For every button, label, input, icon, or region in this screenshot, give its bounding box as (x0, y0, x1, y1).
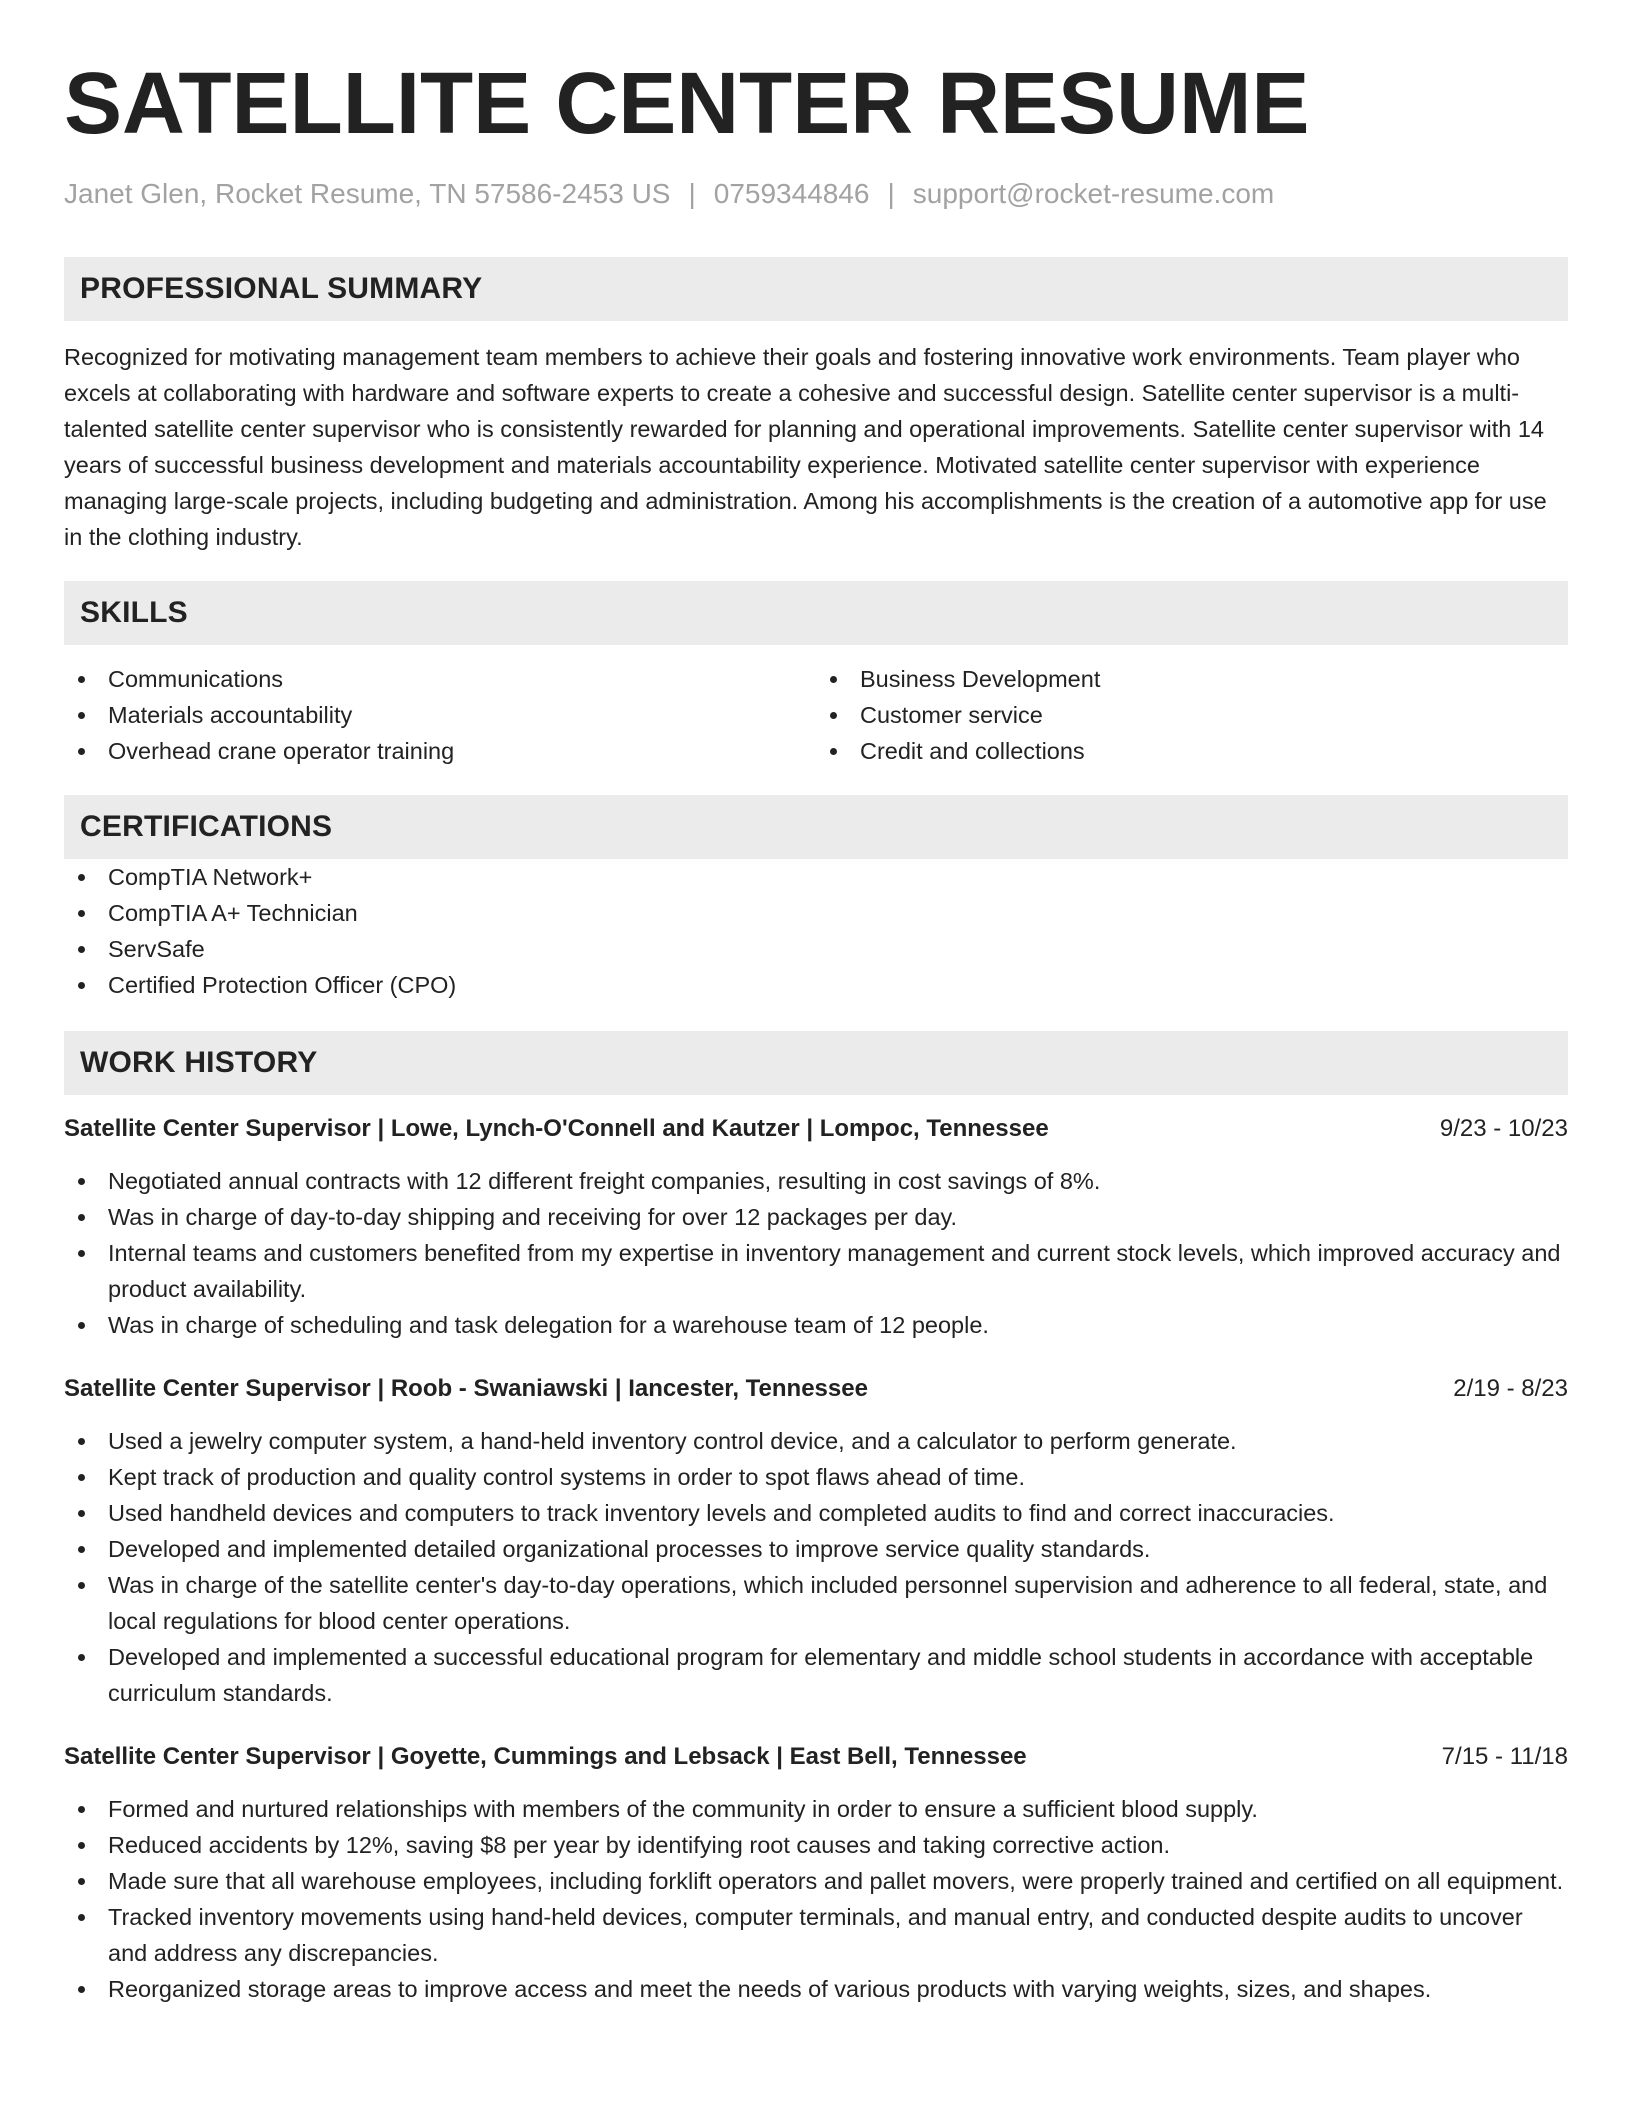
skill-item: Customer service (816, 697, 1568, 733)
skill-item: Materials accountability (64, 697, 816, 733)
job-header (64, 1371, 1568, 1407)
job-bullet: Used handheld devices and computers to track inventory levels and completed audits to find and correct inaccuracies. (64, 1495, 1568, 1531)
skill-item: Business Development (816, 661, 1568, 697)
summary-text: Recognized for motivating management team members to achieve their goals and fostering innovative work environments. Team player who excels at collaborating with hardware and software experts to create a cohesive and successful design. Satellite center supervisor is a multi-talented satellite center supervisor who is consistently rewarded for planning and operational improvements. Satellite center supervisor with 14 years of successful business development and materials accountability experience. Motivated satellite center supervisor with experience managing large-scale projects, including budgeting and administration. Among his accomplishments is the creation of a automotive app for use in the clothing industry. (64, 344, 1547, 550)
job-bullet: Formed and nurtured relationships with members of the community in order to ensure a sufficient blood supply. (64, 1791, 1568, 1827)
job-dates: 9/23 - 10/23 (1439, 1115, 1568, 1142)
skills-list-left (64, 661, 816, 769)
contact-separator: | (887, 178, 895, 209)
skill-item: Credit and collections (816, 733, 1568, 769)
job-bullet: Internal teams and customers benefited from my expertise in inventory management and current stock levels, which improved accuracy and product availability. (64, 1235, 1568, 1307)
job-bullet: Was in charge of the satellite center's day-to-day operations, which included personnel supervision and adherence to all federal, state, and local regulations for blood center operations. (64, 1567, 1568, 1639)
skills-grid (64, 661, 1568, 769)
certification-item: CompTIA A+ Technician (64, 895, 1568, 931)
certification-item: Certified Protection Officer (CPO) (64, 967, 1568, 1003)
skill-item: Overhead crane operator training (64, 733, 816, 769)
certification-item: CompTIA Network+ (64, 859, 1568, 895)
job-entry (64, 1371, 1568, 1711)
job-bullet: Kept track of production and quality control systems in order to spot flaws ahead of time. (64, 1459, 1568, 1495)
job-bullet: Reorganized storage areas to improve access and meet the needs of various products with varying weights, sizes, and shapes. (64, 1971, 1568, 2007)
job-entry (64, 1111, 1568, 1343)
job-header (64, 1111, 1568, 1147)
job-bullet: Tracked inventory movements using hand-held devices, computer terminals, and manual entry, and conducted despite audits to uncover and address any discrepancies. (64, 1899, 1568, 1971)
contact-email[interactable]: support@rocket-resume.com (912, 178, 1275, 209)
contact-address: Janet Glen, Rocket Resume, TN 57586-2453 US (64, 178, 671, 209)
job-title: Satellite Center Supervisor | Goyette, Cummings and Lebsack | East Bell, Tennessee (64, 1743, 1027, 1770)
job-bullet: Was in charge of scheduling and task delegation for a warehouse team of 12 people. (64, 1307, 1568, 1343)
job-dates: 2/19 - 8/23 (1453, 1375, 1568, 1402)
job-bullet: Developed and implemented a successful educational program for elementary and middle school students in accordance with acceptable curriculum standards. (64, 1639, 1568, 1711)
job-entry (64, 1739, 1568, 2007)
job-dates: 7/15 - 11/18 (1441, 1743, 1568, 1770)
resume-title: SATELLITE CENTER RESUME (64, 55, 1310, 152)
contact-phone: 0759344846 (713, 178, 870, 209)
certification-item: ServSafe (64, 931, 1568, 967)
job-bullet: Developed and implemented detailed organizational processes to improve service quality standards. (64, 1531, 1568, 1567)
contact-separator: | (688, 178, 696, 209)
job-bullet: Made sure that all warehouse employees, including forklift operators and pallet movers, were properly trained and certified on all equipment. (64, 1863, 1568, 1899)
contact-line (64, 176, 1568, 212)
job-bullet: Negotiated annual contracts with 12 different freight companies, resulting in cost savings of 8%. (64, 1163, 1568, 1199)
certifications-list (64, 859, 1568, 1003)
skills-column-left (64, 661, 816, 769)
job-title: Satellite Center Supervisor | Lowe, Lynch-O'Connell and Kautzer | Lompoc, Tennessee (64, 1115, 1049, 1142)
job-title: Satellite Center Supervisor | Roob - Swaniawski | Iancester, Tennessee (64, 1375, 868, 1402)
section-heading-skills: SKILLS (64, 581, 1568, 645)
job-header (64, 1739, 1568, 1775)
job-bullet: Was in charge of day-to-day shipping and receiving for over 12 packages per day. (64, 1199, 1568, 1235)
skill-item: Communications (64, 661, 816, 697)
job-bullet: Used a jewelry computer system, a hand-held inventory control device, and a calculator to perform generate. (64, 1423, 1568, 1459)
skills-list-right (816, 661, 1568, 769)
section-heading-work-history: WORK HISTORY (64, 1031, 1568, 1095)
skills-column-right (816, 661, 1568, 769)
section-heading-certifications: CERTIFICATIONS (64, 795, 1568, 859)
job-bullets (64, 1163, 1568, 1343)
job-bullets (64, 1423, 1568, 1711)
job-bullets (64, 1791, 1568, 2007)
job-bullet: Reduced accidents by 12%, saving $8 per year by identifying root causes and taking corrective action. (64, 1827, 1568, 1863)
section-heading-summary: PROFESSIONAL SUMMARY (64, 257, 1568, 321)
